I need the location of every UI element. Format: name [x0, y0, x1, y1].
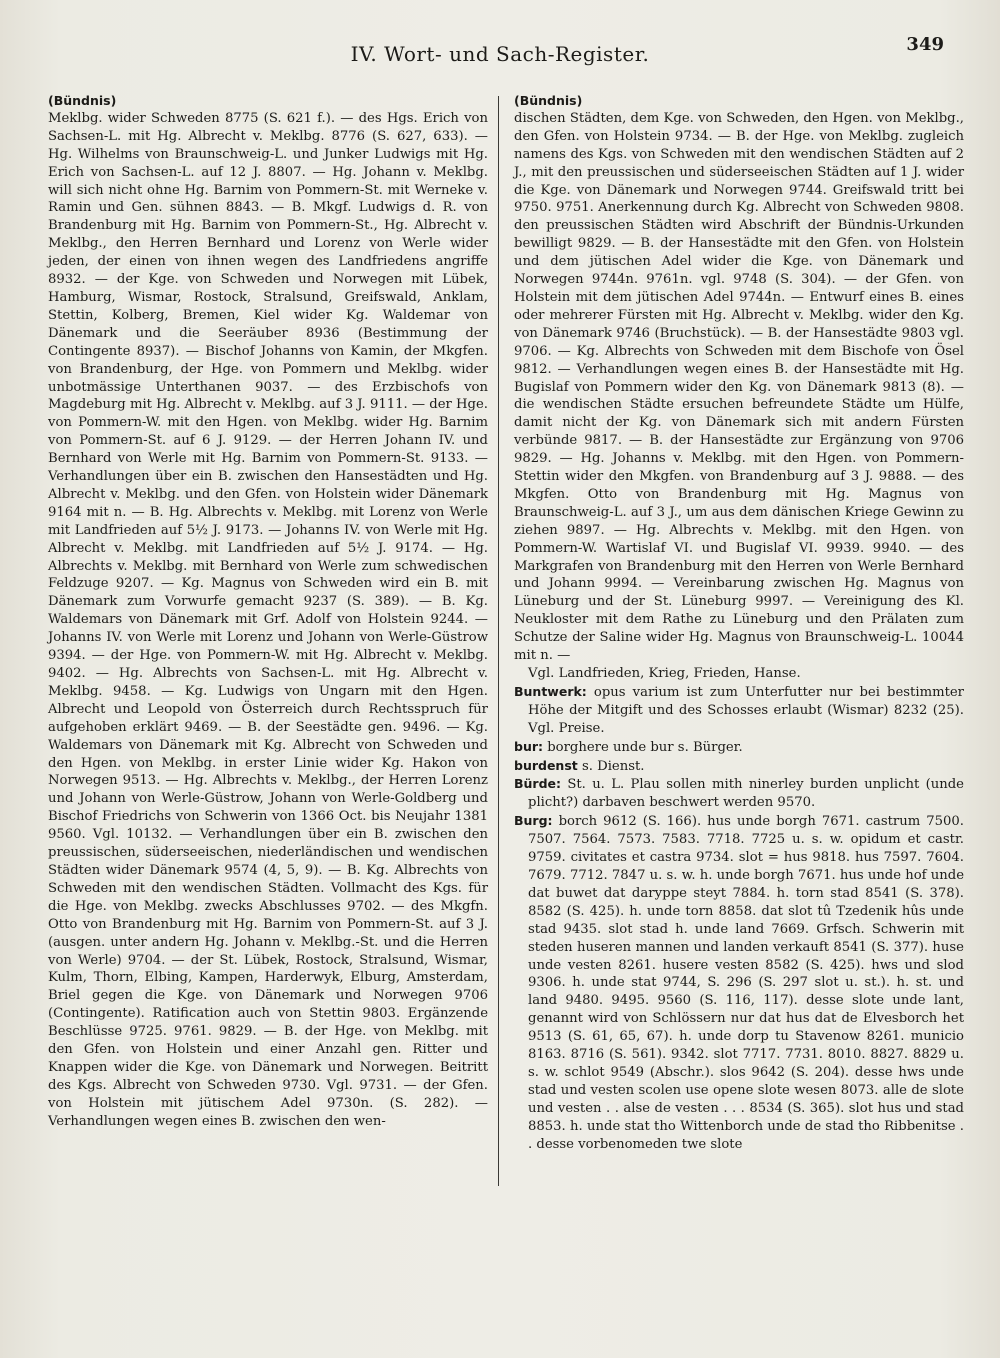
running-title: IV. Wort- und Sach-Register.: [350, 42, 650, 66]
entry-head-buendnis: (Bündnis): [48, 93, 117, 108]
right-column: [514, 92, 964, 1153]
entry-head-buendnis-cont: (Bündnis): [514, 93, 583, 108]
entry-head: burdenst: [514, 757, 578, 773]
left-column: [48, 92, 488, 1131]
entry-text: borch 9612 (S. 166). hus unde borgh 7671. castrum 7500. 7507. 7564. 7573. 7583. 7718. 7725 u. s. w. opidum et castr. 9759. civitates et castra 9734. slot = hus 9818. hus 7597. 7604. 7679. 7712. 7847 u. s. w. h. unde borgh 7671. hus unde hof unde dat buwet dat darуppe steyt 7884. h. torn stad 8541 (S. 378). 8582 (S. 425). h. unde torn 8858. dat slot tû Tzedenik hûs unde stad 9435. slot stad h. unde land 7669. Grfsch. Schwerin mit steden huseren mannen und landen verkauft 8541 (S. 377). huse unde vesten 8261. husere vesten 8582 (S. 425). hws und slod 9306. h. unde stat 9744, S. 296 (S. 297 slot u. st.). h. st. und land 9480. 9495. 9560 (S. 116, 117). desse slote unde lant, genannt wird von Schlössern nur dat hus dat de Elvesborch het 9513 (S. 61, 65, 67). h. unde dorp tu Stavenow 8261. municio 8163. 8716 (S. 561). 9342. slot 7717. 7731. 8010. 8827. 8829 u. s. w. schlot 9549 (Abschr.). slos 9642 (S. 204). desse hws unde stad und vesten scolen use opene slote wesen 8073. alle de slote und vesten . . alse de vesten . . . 8534 (S. 365). slot hus und stad 8853. h. unde stat tho Wittenborch unde de stad tho Ribbenitse . . desse vorbenomeden twe slote: [528, 814, 964, 1152]
column-divider: [498, 96, 499, 1186]
entry-text: borghere unde bur s. Bürger.: [547, 739, 743, 755]
entry-text: St. u. L. Plau sollen mith ninerley burden unplicht (unde plicht?) darbaven beschwert werden 9570.: [528, 777, 964, 811]
entry-buntwerk: [514, 683, 964, 738]
entry-head: Buntwerk:: [514, 683, 587, 699]
entry-head: bur:: [514, 738, 544, 754]
entry-head: Burg:: [514, 813, 553, 829]
entry-text: Meklbg. wider Schweden 8775 (S. 621 f.). — des Hgs. Erich von Sachsen-L. mit Hg. Albrecht v. Meklbg. 8776 (S. 627, 633). — Hg. Wilhelms von Braunschweig-L. und Junker Ludwigs mit Hg. Erich von Sachsen-L. auf 12 J. 8807. — Hg. Johann v. Meklbg. will sich nicht ohne Hg. Barnim von Pommern-St. mit Werneke v. Ramin und Gen. sühnen 8843. — B. Mkgf. Ludwigs d. R. von Brandenburg mit Hg. Barnim von Pommern-St., Hg. Albrecht v. Meklbg., den Herren Bernhard und Lorenz von Werle wider jeden, der einen von ihnen wegen des Landfriedens angriffe 8932. — der Kge. von Schweden und Norwegen mit Lübek, Hamburg, Wismar, Rostock, Stralsund, Greifswald, Anklam, Stettin, Kolberg, Bremen, Kiel wider Kg. Waldemar von Dänemark und die Seeräuber 8936 (Bestimmung der Contingente 8937). — Bischof Johanns von Kamin, der Mkgfen. von Brandenburg, der Hge. von Pommern und Meklbg. wider unbotmässige Unterthanen 9037. — des Erzbischofs von Magdeburg mit Hg. Albrecht v. Meklbg. auf 3 J. 9111. — der Hge. von Pommern-W. mit den Hgen. von Meklbg. wider Hg. Barnim von Pommern-St. auf 6 J. 9129. — der Herren Johann IV. und Bernhard von Werle mit Hg. Barnim von Pommern-St. 9133. — Verhandlungen über ein B. zwischen den Hansestädten und Hg. Albrecht v. Meklbg. und den Gfen. von Holstein wider Dänemark 9164 mit n. — B. Hg. Albrechts v. Meklbg. mit Lorenz von Werle mit Landfrieden auf 5½ J. 9173. — Johanns IV. von Werle mit Hg. Albrecht v. Meklbg. mit Landfrieden auf 5½ J. 9174. — Hg. Albrechts v. Meklbg. mit Bernhard von Werle zum schwedischen Feldzuge 9207. — Kg. Magnus von Schweden wird ein B. mit Dänemark zum Vorwurfe gemacht 9237 (S. 389). — B. Kg. Waldemars von Dänemark mit Grf. Adolf von Holstein 9244. — Johanns IV. von Werle mit Lorenz und Johann von Werle-Güstrow 9394. — der Hge. von Pommern-W. mit Hg. Albrecht v. Meklbg. 9402. — Hg. Albrechts von Sachsen-L. mit Hg. Albrecht v. Meklbg. 9458. — Kg. Ludwigs von Ungarn mit den Hgen. Albrecht und Leopold von Österreich durch Rechtsspruch für aufgehoben erklärt 9469. — B. der Seestädte gen. 9496. — Kg. Waldemars von Dänemark mit Kg. Albrecht von Schweden und den Hgen. von Meklbg. in erster Linie wider Kg. Hakon von Norwegen 9513. — Hg. Albrechts v. Meklbg., der Herren Lorenz und Johann von Werle-Güstrow, Johann von Werle-Goldberg und Bischof Friedrichs von Schwerin von 1366 Oct. bis Neujahr 1381 9560. Vgl. 10132. — Verhandlungen über ein B. zwischen den preussischen, süderseeischen, niederländischen und wendischen Städten wider Dänemark 9574 (4, 5, 9). — B. Kg. Albrechts von Schweden mit den wendischen Städten. Vollmacht des Kgs. für die Hge. von Meklbg. zwecks Abschlusses 9702. — des Mkgfn. Otto von Brandenburg mit Hg. Barnim von Pommern-St. auf 3 J. (ausgen. unter andern Hg. Johann v. Meklbg.-St. und die Herren von Werle) 9704. — der St. Lübek, Rostock, Stralsund, Wismar, Kulm, Thorn, Elbing, Kampen, Harderwyk, Elburg, Amsterdam, Briel gegen die Kge. von Dänemark und Norwegen 9706 (Contingente). Ratification auch von Stettin 9803. Ergänzende Beschlüsse 9725. 9761. 9829. — B. der Hge. von Meklbg. mit den Gfen. von Holstein und einer Anzahl gen. Ritter und Knappen wider die Kge. von Dänemark und Norwegen. Beitritt des Kgs. Albrecht von Schweden 9730. Vgl. 9731. — der Gfen. von Holstein mit jütischem Adel 9730n. (S. 282). — Verhandlungen wegen eines B. zwischen den wen-: [48, 110, 488, 1129]
entry-burdenst: [514, 757, 964, 776]
entry-text: opus varium ist zum Unterfutter nur bei bestimmter Höhe der Mitgift und des Schosses erlaubt (Wismar) 8232 (25). Vgl. Preise.: [528, 684, 964, 736]
cross-reference: Vgl. Landfrieden, Krieg, Frieden, Hanse.: [528, 666, 801, 681]
entry-text: dischen Städten, dem Kge. von Schweden, den Hgen. von Meklbg., den Gfen. von Holstein 9734. — B. der Hge. von Meklbg. zugleich namens des Kgs. von Schweden mit den wendischen Städten auf 2 J., mit den preussischen und süderseeischen Städten auf 1 J. wider die Kge. von Dänemark und Norwegen 9744. Greifswald tritt bei 9750. 9751. Anerkennung durch Kg. Albrecht von Schweden 9808. den preussischen Städten wird Abschrift der Bündnis-Urkunden bewilligt 9829. — B. der Hansestädte mit den Gfen. von Holstein und dem jütischen Adel wider die Kge. von Dänemark und Norwegen 9744n. 9761n. vgl. 9748 (S. 304). — der Gfen. von Holstein mit dem jütischen Adel 9744n. — Entwurf eines B. eines oder mehrerer Fürsten mit Hg. Albrecht v. Meklbg. wider den Kg. von Dänemark 9746 (Bruchstück). — B. der Hansestädte 9803 vgl. 9706. — Kg. Albrechts von Schweden mit dem Bischofe von Ösel 9812. — Verhandlungen wegen eines B. der Hansestädte mit Hg. Bugislaf von Pommern wider den Kg. von Dänemark 9813 (8). — die wendischen Städte ersuchen befreundete Städte um Hülfe, damit nicht der Kg. von Dänemark sich mit andern Fürsten verbünde 9817. — B. der Hansestädte zur Ergänzung von 9706 9829. — Hg. Johanns v. Meklbg. mit den Hgen. von Pommern-Stettin wider den Mkgfen. von Brandenburg auf 3 J. 9888. — des Mkgfen. Otto von Brandenburg mit Hg. Magnus von Braunschweig-L. auf 3 J., um aus dem dänischen Kriege Gewinn zu ziehen 9897. — Hg. Albrechts v. Meklbg. mit den Hgen. von Pommern-W. Wartislaf VI. und Bugislaf VI. 9939. 9940. — des Markgrafen von Brandenburg mit den Herren von Werle Bernhard und Johann 9994. — Vereinbarung zwischen Hg. Magnus von Lüneburg und der St. Lüneburg 9997. — Vereinigung des Kl. Neukloster mit dem Rathe zu Lüneburg und den Prälaten zum Schutze der Saline wider Hg. Magnus von Braunschweig-L. 10044 mit n. —: [514, 110, 964, 664]
entry-burg: [514, 812, 964, 1153]
entry-text: s. Dienst.: [581, 758, 645, 774]
entry-head: Bürde:: [514, 776, 562, 792]
entry-bur: [514, 738, 964, 757]
page-number: 349: [906, 34, 944, 55]
entry-buerde: [514, 775, 964, 812]
